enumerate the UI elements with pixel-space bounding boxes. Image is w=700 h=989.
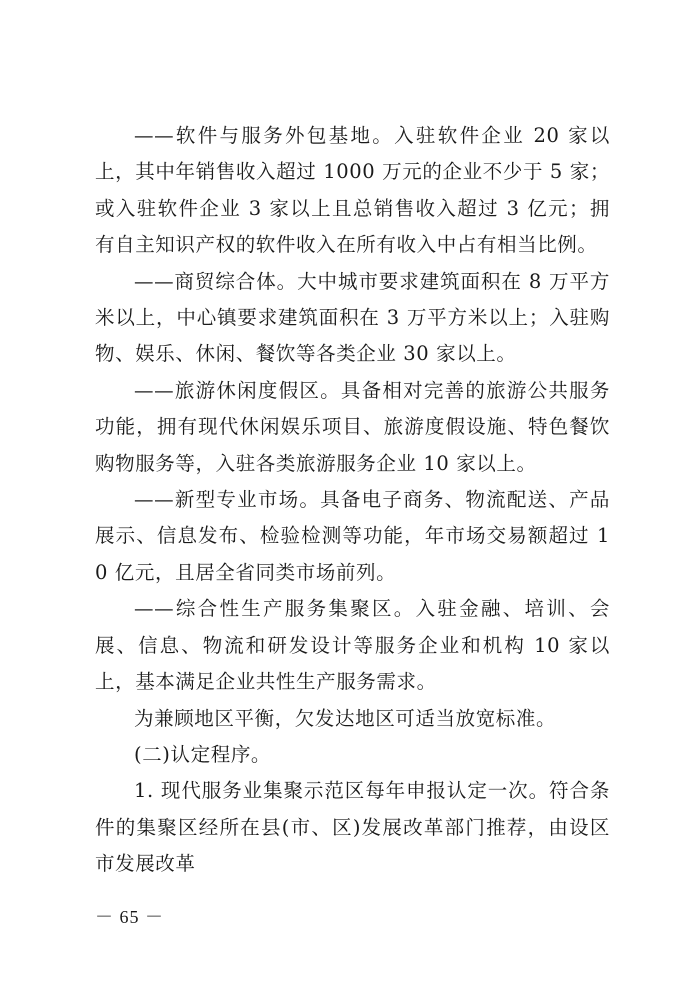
paragraph-regional-balance: 为兼顾地区平衡，欠发达地区可适当放宽标准。: [134, 706, 557, 730]
paragraph-commercial-complex: ——商贸综合体。大中城市要求建筑面积在 8 万平方米以上，中心镇要求建筑面积在 3 万平方米以上；入驻购物、娱乐、休闲、餐饮等各类企业 30 家以上。: [95, 269, 610, 366]
paragraph-production-service-zone: ——综合性生产服务集聚区。入驻金融、培训、会展、信息、物流和研发设计等服务企业和机构 10 家以上，基本满足企业共性生产服务需求。: [95, 597, 610, 694]
paragraph-procedure-1: 1. 现代服务业集聚示范区每年申报认定一次。符合条件的集聚区经所在县(市、区)发展改革部门推荐，由设区市发展改革: [95, 779, 610, 876]
paragraph-professional-market: ——新型专业市场。具备电子商务、物流配送、产品展示、信息发布、检验检测等功能，年市场交易额超过 10 亿元，且居全省同类市场前列。: [95, 488, 610, 584]
paragraph-tourism-resort: ——旅游休闲度假区。具备相对完善的旅游公共服务功能，拥有现代休闲娱乐项目、旅游度假设施、特色餐饮购物服务等，入驻各类旅游服务企业 10 家以上。: [95, 378, 610, 475]
body-text: [95, 118, 610, 883]
section-heading-procedure: (二)认定程序。: [134, 742, 272, 766]
page-number: － 65 －: [95, 907, 164, 927]
paragraph-software-outsourcing: ——软件与服务外包基地。入驻软件企业 20 家以上，其中年销售收入超过 1000 万元的企业不少于 5 家；或入驻软件企业 3 家以上且总销售收入超过 3 亿元；拥有自主知识产权的软件收入在所有收入中占有相当比例。: [95, 124, 610, 257]
